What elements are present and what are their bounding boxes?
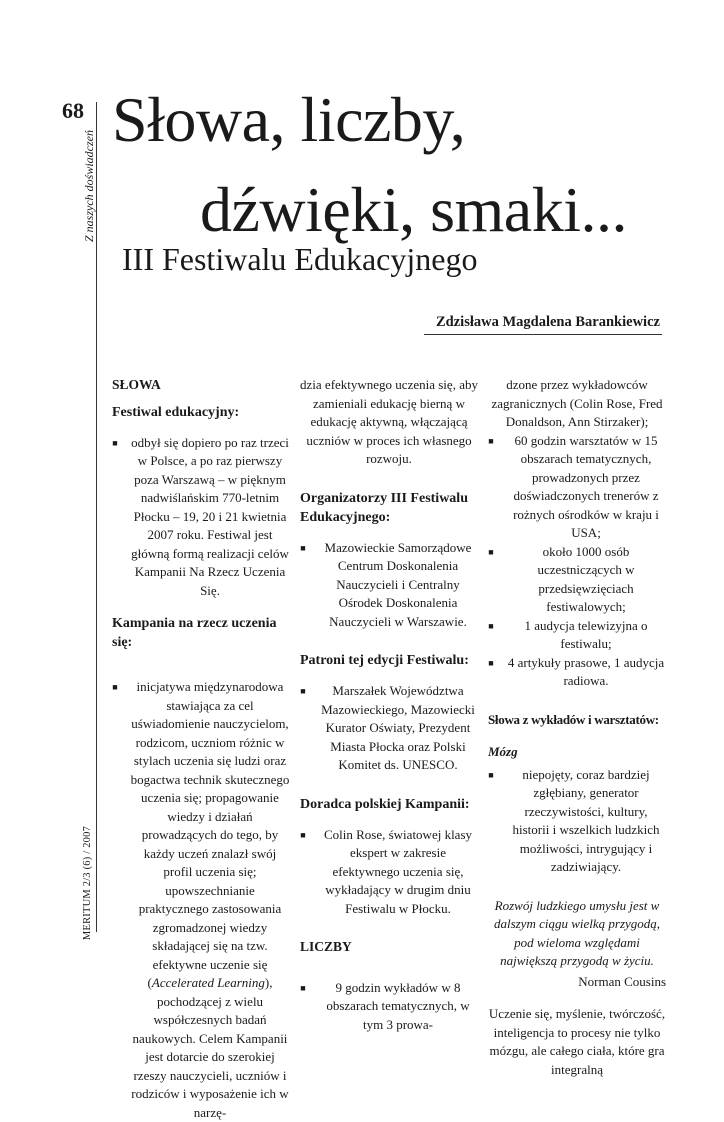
subtitle: III Festiwalu Edukacyjnego [122, 241, 478, 277]
bullet-icon: ■ [300, 982, 306, 993]
list-item [300, 539, 478, 632]
bullet-list [300, 826, 478, 919]
continued-text: dzone przez wykładowców zagranicznych (Colin Rose, Fred Donaldson, Ann Stirzaker); [491, 377, 663, 429]
list-item [488, 766, 666, 877]
list-item [112, 678, 290, 1122]
list-item-text: 9 godzin wykładów w 8 obszarach tematycznych, w tym 3 prowa- [326, 979, 470, 1032]
bullet-list [300, 539, 478, 632]
title-line-2: dźwięki, smaki... [200, 174, 627, 245]
list-item-text: niepojęty, coraz bardziej zgłębiany, generator rzeczywistości, kultury, historii i wszelkich ludzkich możliwości, intrygujący i zadziwiający. [512, 766, 660, 874]
list-item [488, 654, 666, 691]
list-item-text: Mazowieckie Samorządowe Centrum Doskonalenia Nauczycieli i Centralny Ośrodek Doskonalenia Nauczycieli w Warszawie. [324, 539, 472, 629]
list-item [300, 826, 478, 919]
author-rule [424, 334, 662, 335]
italic-term: Accelerated Learning [151, 975, 265, 990]
heading-festiwal: Festiwal edukacyjny: [112, 404, 240, 420]
bullet-list [112, 434, 290, 601]
journal-label: MERITUM 2/3 (6) / 2007 [82, 826, 93, 941]
heading-slowa-z-wykladow: Słowa z wykładów i warsztatów: [488, 711, 659, 727]
column-3 [488, 376, 666, 1079]
list-item-text: około 1000 osób uczestniczących w przedsięwzięciach festiwalowych; [537, 543, 635, 614]
list-item-text: Colin Rose, światowej klasy ekspert w zakresie efektywnego uczenia się, wykładający w drugim dniu Festiwalu w Płocku. [323, 826, 473, 916]
list-item [488, 543, 666, 617]
bullet-list [488, 432, 666, 691]
section-label: Z naszych doświadczeń [82, 130, 96, 242]
heading-kampania: Kampania na rzecz uczenia się: [112, 616, 277, 650]
subheading-mozg: Mózg [488, 744, 518, 759]
bullet-list [488, 766, 666, 877]
heading-patroni: Patroni tej edycji Festiwalu: [300, 653, 469, 668]
bullet-icon: ■ [488, 546, 494, 557]
bullet-list [112, 678, 290, 1122]
list-item [488, 617, 666, 654]
bullet-icon: ■ [112, 682, 118, 692]
page-number: 68 [62, 98, 84, 123]
list-item-text: inicjatywa międzynarodowa stawiająca za cel uświadomienie nauczycielom, rodzicom, uczniom różnic w stylach uczenia się ludzi oraz bogactwa technik skutecznego uczenia się; propagowanie wiedzy i działań prowadzących do tego, by każdy uczeń znalazł swój profil uczenia się; upowszechnianie praktycznego zastosowania zgromadzonej wiedzy składającej się na tzw. efektywne uczenie się ( [130, 679, 290, 990]
list-item-text: 4 artykuły prasowe, 1 audycja radiowa. [507, 654, 665, 688]
bullet-icon: ■ [488, 435, 494, 446]
column-2 [300, 376, 478, 1034]
list-item [300, 682, 478, 775]
bullet-icon: ■ [300, 542, 306, 553]
bullet-list [300, 979, 478, 1035]
list-item-text: 1 audycja telewizyjna o festiwalu; [524, 617, 648, 651]
paragraph: Uczenie się, myślenie, twórczość, inteligencja to procesy nie tylko mózgu, ale całego ciała, które gra integralną [488, 1006, 666, 1077]
list-item-text-end: ), pochodzącej z wielu współczesnych badań naukowych. Celem Kampanii jest dotarcie do szerokiej rzeszy nauczycieli, uczniów i rodziców i wyposażenie ich w narzę- [131, 975, 289, 1120]
bullet-icon: ■ [112, 437, 118, 448]
list-item-text: Marszałek Województwa Mazowieckiego, Mazowiecki Kurator Oświaty, Prezydent Miasta Płocka oraz Polski Komitet ds. UNESCO. [321, 683, 475, 772]
bullet-icon: ■ [488, 620, 494, 631]
bullet-list [300, 682, 478, 775]
bullet-icon: ■ [300, 686, 306, 696]
heading-doradca: Doradca polskiej Kampanii: [300, 796, 470, 812]
section-heading-slowa: SŁOWA [112, 377, 161, 392]
continued-text: dzia efektywnego uczenia się, aby zamieniali edukację bierną w edukację aktywną, włączającą uczniów w proces ich własnego rozwoju. [300, 377, 478, 466]
list-item-text: 60 godzin warsztatów w 15 obszarach tematycznych, prowadzonych przez doświadczonych trenerów z rożnych ośrodków w kraju i USA; [513, 432, 659, 540]
section-heading-liczby: LICZBY [300, 939, 352, 954]
author: Zdzisława Magdalena Barankiewicz [436, 314, 660, 330]
bullet-icon: ■ [488, 657, 494, 668]
bullet-icon: ■ [488, 769, 494, 780]
quote-author: Norman Cousins [578, 973, 666, 989]
list-item [488, 432, 666, 543]
list-item [112, 434, 290, 601]
column-1 [112, 376, 290, 1122]
title-line-1: Słowa, liczby, [112, 84, 466, 155]
quote: Rozwój ludzkiego umysłu jest w dalszym ciągu wielką przygodą, pod wieloma względami największą przygodą w życiu. [493, 897, 661, 968]
heading-organizatorzy: Organizatorzy III Festiwalu Edukacyjnego: [300, 490, 468, 525]
list-item-text: odbył się dopiero po raz trzeci w Polsce, a po raz pierwszy poza Warszawą – w pięknym nadwiślańskim 770-letnim Płocku – 19, 20 i 21 kwietnia 2007 roku. Festiwal jest główną formą realizacji celów Kampanii Na Rzecz Uczenia Się. [131, 434, 289, 598]
list-item [300, 979, 478, 1035]
bullet-icon: ■ [300, 829, 306, 840]
